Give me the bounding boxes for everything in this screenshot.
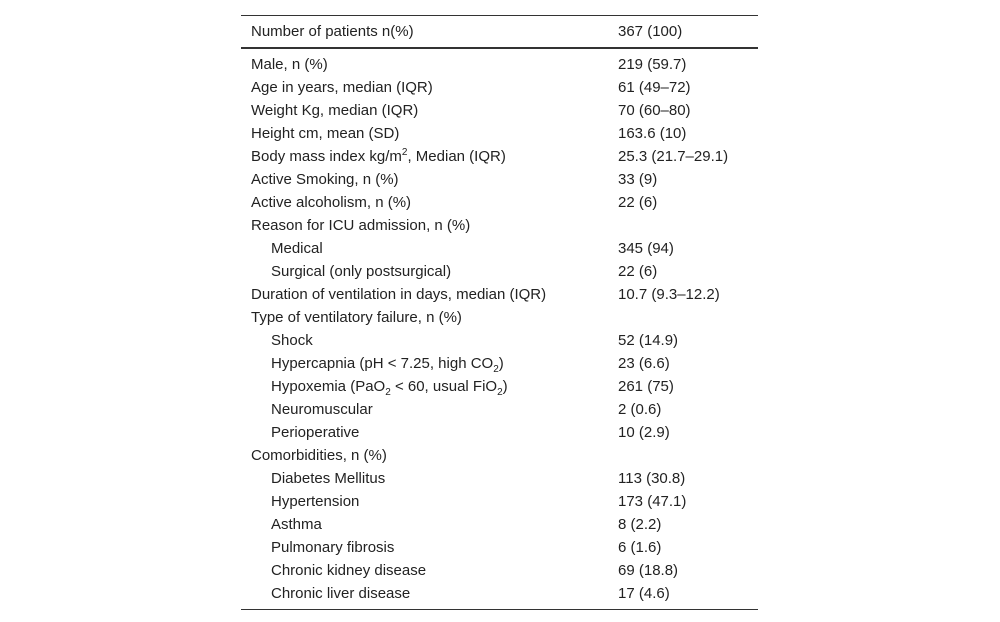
row-value: 2 (0.6) bbox=[618, 401, 662, 418]
bmi-label-part: Body mass index kg/m bbox=[251, 148, 402, 165]
hypercapnia-label-part: Hypercapnia (pH < 7.25, high CO bbox=[271, 355, 494, 372]
row-label: Perioperative bbox=[271, 424, 360, 441]
patient-characteristics-table bbox=[241, 15, 758, 610]
table-row bbox=[241, 76, 758, 99]
row-label bbox=[241, 352, 618, 375]
hypercapnia-label-subscript: 2 bbox=[493, 364, 499, 375]
hypoxemia-label-part: < 60, usual FiO bbox=[390, 378, 498, 395]
row-label: Male, n (%) bbox=[251, 56, 328, 73]
table-row bbox=[241, 559, 758, 582]
row-label: Shock bbox=[271, 332, 313, 349]
row-label: Chronic liver disease bbox=[271, 585, 411, 602]
table-row bbox=[241, 490, 758, 513]
row-value-empty bbox=[618, 214, 758, 237]
table-row bbox=[241, 214, 758, 237]
row-value: 8 (2.2) bbox=[618, 516, 662, 533]
table-row bbox=[241, 444, 758, 467]
header-value: 367 (100) bbox=[618, 23, 683, 40]
row-value: 261 (75) bbox=[618, 378, 674, 395]
row-label: Diabetes Mellitus bbox=[271, 470, 386, 487]
table-row bbox=[241, 283, 758, 306]
table-row bbox=[241, 306, 758, 329]
bmi-label-superscript: 2 bbox=[401, 147, 408, 158]
table-row bbox=[241, 352, 758, 375]
row-label bbox=[241, 375, 618, 398]
row-label: Active Smoking, n (%) bbox=[251, 171, 399, 188]
row-label bbox=[241, 145, 618, 168]
row-label: Neuromuscular bbox=[271, 401, 373, 418]
hypoxemia-label-subscript: 2 bbox=[385, 387, 391, 398]
row-value-empty bbox=[618, 306, 758, 329]
row-label: Weight Kg, median (IQR) bbox=[251, 102, 419, 119]
row-label: Duration of ventilation in days, median (IQR) bbox=[251, 286, 547, 303]
table-row bbox=[241, 536, 758, 559]
row-value: 6 (1.6) bbox=[618, 539, 662, 556]
row-value: 33 (9) bbox=[618, 171, 658, 188]
row-value-empty bbox=[618, 444, 758, 467]
row-label: Type of ventilatory failure, n (%) bbox=[251, 309, 462, 326]
table-row bbox=[241, 122, 758, 145]
row-value: 25.3 (21.7–29.1) bbox=[618, 148, 729, 165]
row-value: 52 (14.9) bbox=[618, 332, 679, 349]
table-row bbox=[241, 260, 758, 283]
row-label: Asthma bbox=[271, 516, 322, 533]
row-label: Medical bbox=[271, 240, 323, 257]
row-value: 17 (4.6) bbox=[618, 585, 670, 602]
hypoxemia-label-subscript: 2 bbox=[497, 387, 503, 398]
bmi-label-part: , Median (IQR) bbox=[407, 148, 506, 165]
hypoxemia-label-part: Hypoxemia (PaO bbox=[271, 378, 386, 395]
row-value: 113 (30.8) bbox=[618, 470, 686, 487]
table-header-row bbox=[241, 16, 758, 49]
table-row bbox=[241, 145, 758, 168]
row-value: 23 (6.6) bbox=[618, 355, 670, 372]
table-row bbox=[241, 168, 758, 191]
row-value: 219 (59.7) bbox=[618, 56, 687, 73]
hypercapnia-label-part: ) bbox=[498, 355, 504, 372]
row-value: 22 (6) bbox=[618, 263, 658, 280]
row-value: 10.7 (9.3–12.2) bbox=[618, 286, 720, 303]
row-value: 61 (49–72) bbox=[618, 79, 691, 96]
table-row bbox=[241, 467, 758, 490]
table-row bbox=[241, 48, 758, 76]
hypoxemia-label-part: ) bbox=[502, 378, 508, 395]
row-label: Age in years, median (IQR) bbox=[251, 79, 433, 96]
row-value: 163.6 (10) bbox=[618, 125, 687, 142]
row-value: 173 (47.1) bbox=[618, 493, 687, 510]
table-row bbox=[241, 191, 758, 214]
table-row bbox=[241, 375, 758, 398]
row-value: 10 (2.9) bbox=[618, 424, 670, 441]
row-label: Surgical (only postsurgical) bbox=[271, 263, 452, 280]
row-label: Comorbidities, n (%) bbox=[251, 447, 387, 464]
row-label: Active alcoholism, n (%) bbox=[251, 194, 412, 211]
row-label: Height cm, mean (SD) bbox=[251, 125, 400, 142]
row-value: 22 (6) bbox=[618, 194, 658, 211]
row-value: 70 (60–80) bbox=[618, 102, 691, 119]
table-row bbox=[241, 398, 758, 421]
table-row bbox=[241, 99, 758, 122]
row-label: Hypertension bbox=[271, 493, 360, 510]
table-row bbox=[241, 513, 758, 536]
header-label: Number of patients n(%) bbox=[251, 23, 414, 40]
row-label: Reason for ICU admission, n (%) bbox=[251, 217, 471, 234]
row-value: 345 (94) bbox=[618, 240, 674, 257]
row-value: 69 (18.8) bbox=[618, 562, 679, 579]
row-label: Pulmonary fibrosis bbox=[271, 539, 395, 556]
table-row bbox=[241, 329, 758, 352]
table-row bbox=[241, 582, 758, 610]
table-row bbox=[241, 237, 758, 260]
row-label: Chronic kidney disease bbox=[271, 562, 427, 579]
table-row bbox=[241, 421, 758, 444]
